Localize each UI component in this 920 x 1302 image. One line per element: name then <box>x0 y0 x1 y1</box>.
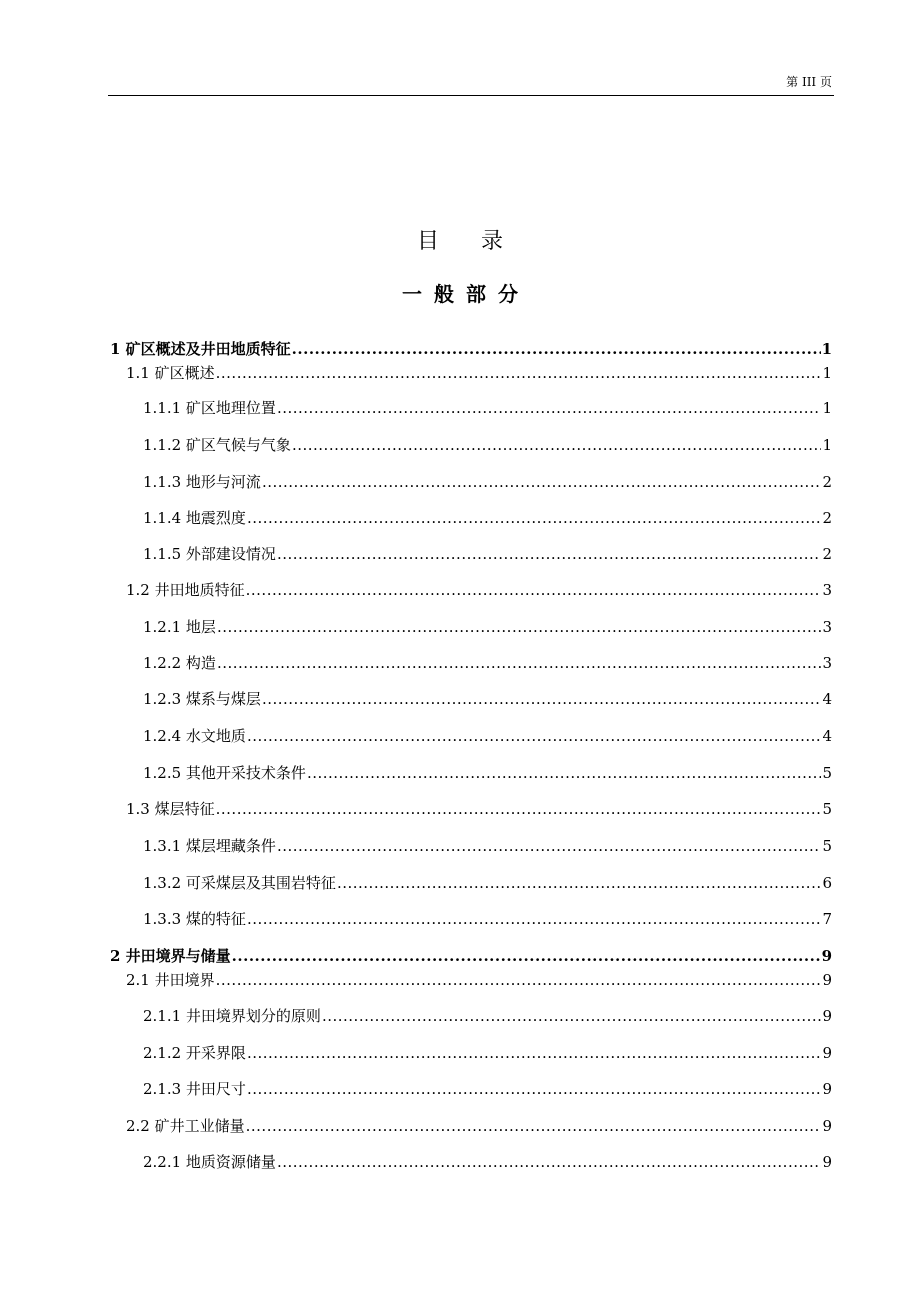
toc-subsection-entry[interactable] <box>143 689 832 709</box>
toc-subsection-entry[interactable] <box>143 873 832 893</box>
toc-page-number: 9 <box>822 1007 832 1025</box>
toc-entry-label: 1.1 矿区概述 <box>126 364 215 382</box>
toc-entry-label: 2 井田境界与储量 <box>110 947 231 965</box>
toc-dot-leader <box>292 339 821 359</box>
toc-page-number: 9 <box>822 971 832 989</box>
toc-entry-label: 1.1.1 矿区地理位置 <box>143 399 276 417</box>
toc-entry-label: 2.1.1 井田境界划分的原则 <box>143 1007 321 1025</box>
toc-page-number: 5 <box>822 837 832 855</box>
toc-subsection-entry[interactable] <box>143 909 832 929</box>
header-page-number: 第 III 页 <box>786 75 832 89</box>
toc-dot-leader <box>247 508 822 528</box>
toc-entry-label: 1.1.3 地形与河流 <box>143 473 261 491</box>
toc-section-entry[interactable] <box>126 580 832 600</box>
toc-entry-label: 2.1.3 井田尺寸 <box>143 1080 246 1098</box>
toc-entry-label: 1.2 井田地质特征 <box>126 581 245 599</box>
toc-page-number: 6 <box>822 874 832 892</box>
toc-page-number: 2 <box>822 509 832 527</box>
toc-dot-leader <box>216 970 822 990</box>
toc-page-number: 2 <box>822 473 832 491</box>
toc-entry-label: 1.2.4 水文地质 <box>143 727 246 745</box>
toc-page-number: 4 <box>822 727 832 745</box>
toc-subsection-entry[interactable] <box>143 653 832 673</box>
toc-page-number: 1 <box>821 340 832 358</box>
toc-dot-leader <box>322 1006 822 1026</box>
toc-entry-label: 1.2.1 地层 <box>143 618 216 636</box>
toc-entry-label: 1.2.3 煤系与煤层 <box>143 690 261 708</box>
toc-page-number: 5 <box>822 800 832 818</box>
toc-page-number: 4 <box>822 690 832 708</box>
toc-dot-leader <box>232 946 821 966</box>
toc-dot-leader <box>292 435 822 455</box>
toc-page-number: 9 <box>822 1044 832 1062</box>
toc-subsection-entry[interactable] <box>143 836 832 856</box>
toc-dot-leader <box>246 580 822 600</box>
toc-page-number: 7 <box>822 910 832 928</box>
toc-page-number: 5 <box>822 764 832 782</box>
toc-page-number: 3 <box>822 581 832 599</box>
document-title: 目录 <box>416 229 545 254</box>
toc-subsection-entry[interactable] <box>143 617 832 637</box>
toc-subsection-entry[interactable] <box>143 763 832 783</box>
toc-subsection-entry[interactable] <box>143 508 832 528</box>
toc-subsection-entry[interactable] <box>143 726 832 746</box>
toc-page-number: 3 <box>822 618 832 636</box>
toc-entry-label: 2.2 矿井工业储量 <box>126 1117 245 1135</box>
toc-subsection-entry[interactable] <box>143 1079 832 1099</box>
toc-chapter-entry[interactable] <box>110 339 832 359</box>
toc-entry-label: 2.2.1 地质资源储量 <box>143 1153 276 1171</box>
toc-page-number: 9 <box>821 947 832 965</box>
toc-page-number: 9 <box>822 1080 832 1098</box>
toc-dot-leader <box>277 398 822 418</box>
toc-entry-label: 1.1.2 矿区气候与气象 <box>143 436 291 454</box>
toc-chapter-entry[interactable] <box>110 946 832 966</box>
toc-entry-label: 1.3.3 煤的特征 <box>143 910 246 928</box>
toc-section-entry[interactable] <box>126 799 832 819</box>
toc-subsection-entry[interactable] <box>143 1152 832 1172</box>
toc-page-number: 2 <box>822 545 832 563</box>
toc-section-entry[interactable] <box>126 363 832 383</box>
toc-dot-leader <box>262 472 822 492</box>
toc-entry-label: 1.1.4 地震烈度 <box>143 509 246 527</box>
toc-page-number: 1 <box>822 364 832 382</box>
toc-section-entry[interactable] <box>126 1116 832 1136</box>
toc-dot-leader <box>246 1116 822 1136</box>
toc-entry-label: 1 矿区概述及井田地质特征 <box>110 340 291 358</box>
toc-entry-label: 1.3.1 煤层埋藏条件 <box>143 837 276 855</box>
toc-subsection-entry[interactable] <box>143 435 832 455</box>
toc-dot-leader <box>277 836 822 856</box>
toc-entry-label: 2.1.2 开采界限 <box>143 1044 246 1062</box>
toc-subsection-entry[interactable] <box>143 472 832 492</box>
toc-page-number: 1 <box>822 436 832 454</box>
toc-subsection-entry[interactable] <box>143 1043 832 1063</box>
toc-page-number: 9 <box>822 1153 832 1171</box>
toc-section-entry[interactable] <box>126 970 832 990</box>
section-subtitle: 一般部分 <box>402 282 530 306</box>
toc-dot-leader <box>337 873 822 893</box>
toc-dot-leader <box>216 363 822 383</box>
toc-entry-label: 1.3.2 可采煤层及其围岩特征 <box>143 874 336 892</box>
toc-dot-leader <box>247 1043 822 1063</box>
toc-subsection-entry[interactable] <box>143 1006 832 1026</box>
toc-dot-leader <box>262 689 822 709</box>
toc-page-number: 9 <box>822 1117 832 1135</box>
toc-page-number: 1 <box>822 399 832 417</box>
toc-entry-label: 1.2.2 构造 <box>143 654 216 672</box>
toc-dot-leader <box>277 544 822 564</box>
toc-subsection-entry[interactable] <box>143 398 832 418</box>
toc-subsection-entry[interactable] <box>143 544 832 564</box>
toc-entry-label: 2.1 井田境界 <box>126 971 215 989</box>
toc-dot-leader <box>277 1152 822 1172</box>
toc-dot-leader <box>307 763 822 783</box>
toc-dot-leader <box>216 799 822 819</box>
toc-dot-leader <box>217 617 822 637</box>
toc-dot-leader <box>247 726 822 746</box>
toc-entry-label: 1.1.5 外部建设情况 <box>143 545 276 563</box>
toc-entry-label: 1.3 煤层特征 <box>126 800 215 818</box>
toc-dot-leader <box>247 909 822 929</box>
toc-entry-label: 1.2.5 其他开采技术条件 <box>143 764 306 782</box>
toc-page-number: 3 <box>822 654 832 672</box>
toc-dot-leader <box>217 653 822 673</box>
toc-dot-leader <box>247 1079 822 1099</box>
